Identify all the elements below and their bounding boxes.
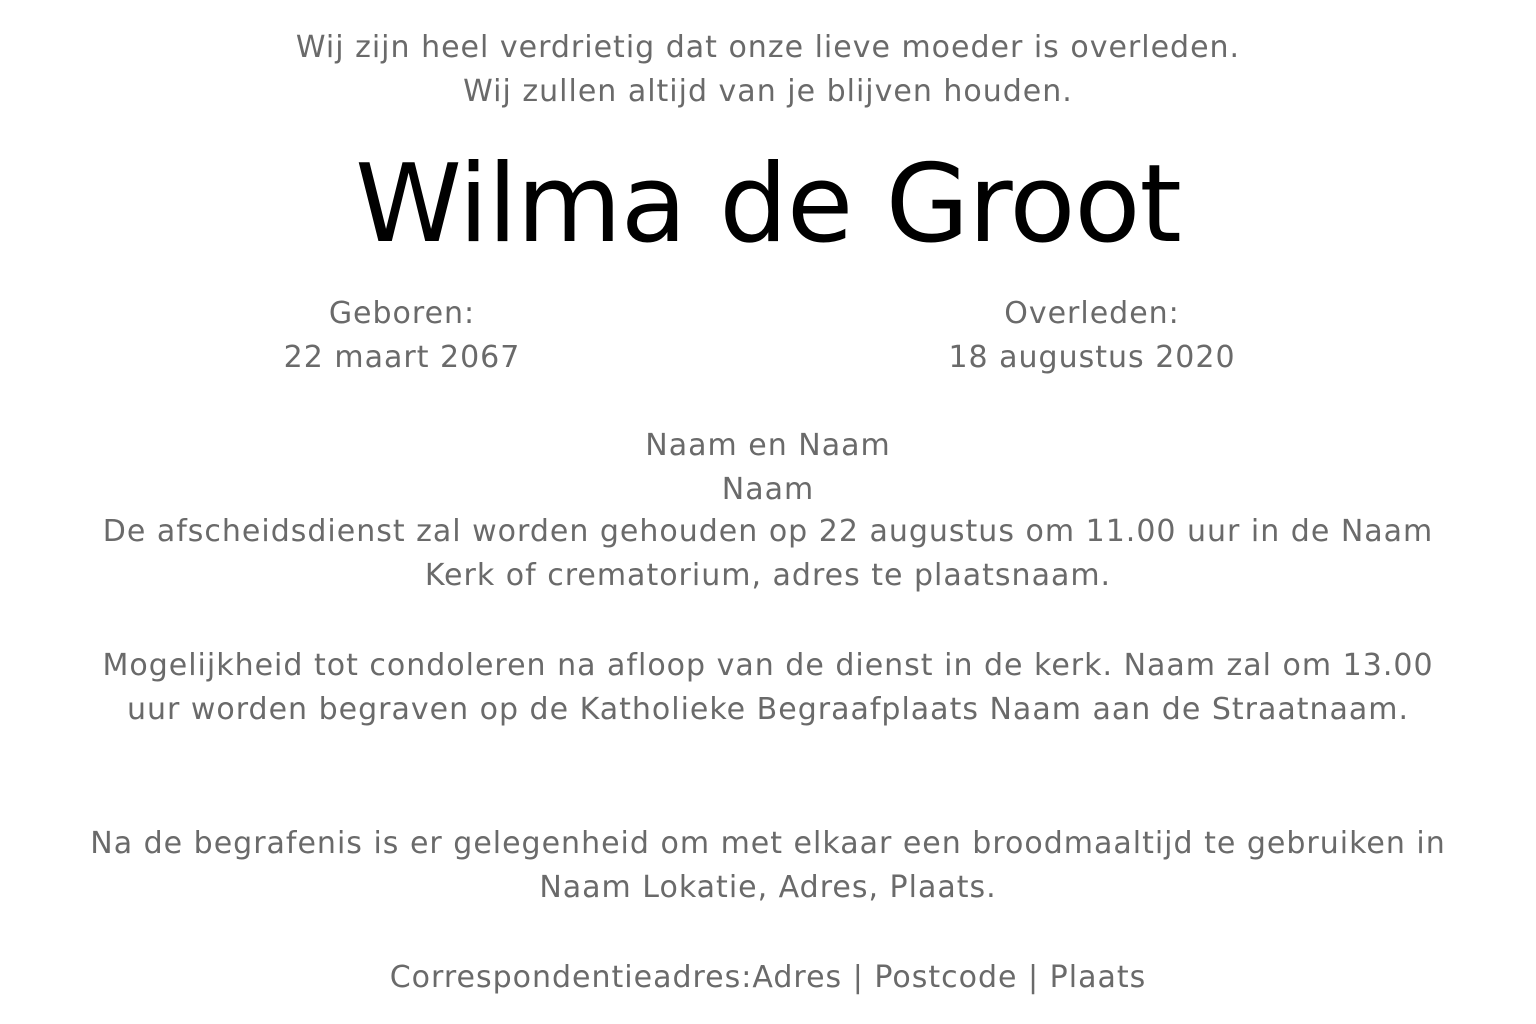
survivors-line-1: Naam en Naam [645,428,891,463]
born-block [142,292,662,380]
reception-paragraph: Na de begrafenis is er gelegenheid om met elkaar een broodmaaltijd te gebruiken in Naam Lokatie, Adres, Plaats. [90,826,1446,905]
intro-line-2: Wij zullen altijd van je blijven houden. [463,74,1073,109]
intro-line-1: Wij zijn heel verdrietig dat onze lieve moeder is overleden. [295,30,1241,65]
condolence-paragraph: Mogelijkheid tot condoleren na afloop van de dienst in de kerk. Naam zal om 13.00 uur worden begraven op de Katholieke Begraafplaats Naam aan de Straatnaam. [102,648,1434,727]
died-date: 18 augustus 2020 [948,340,1236,375]
born-date: 22 maart 2067 [283,340,521,375]
survivors-line-2: Naam [721,472,815,507]
deceased-name: Wilma de Groot [355,142,1181,267]
died-label: Overleden: [1004,296,1180,331]
born-label: Geboren: [328,296,476,331]
correspondence-address: Correspondentieadres:Adres | Postcode | Plaats [389,960,1147,995]
died-block [832,292,1352,380]
service-paragraph: De afscheidsdienst zal worden gehouden op 22 augustus om 11.00 uur in de Naam Kerk of crematorium, adres te plaatsnaam. [102,514,1434,593]
